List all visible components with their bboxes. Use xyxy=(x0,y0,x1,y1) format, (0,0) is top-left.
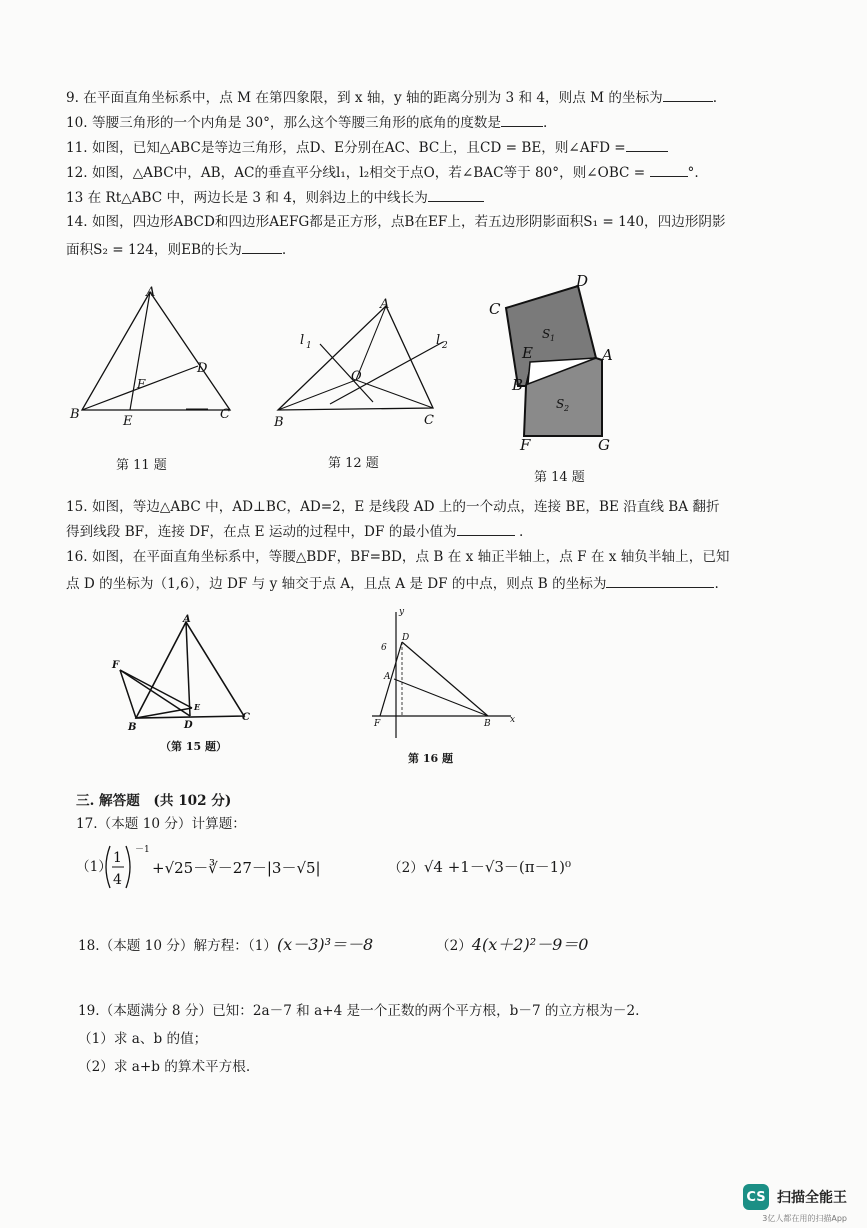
figure-15 xyxy=(110,612,260,742)
label-F: F xyxy=(374,719,381,729)
label-C: C xyxy=(220,407,230,422)
label-D: D xyxy=(197,361,208,376)
label-S1: S xyxy=(542,327,551,341)
section-heading: 三. 解答题 (共 102 分) xyxy=(76,793,232,809)
label-B: B xyxy=(70,407,80,422)
question-19-2: （2）求 a+b 的算术平方根. xyxy=(78,1059,251,1075)
label-S2-sub: 2 xyxy=(564,404,570,413)
caption-fig14: 第 14 题 xyxy=(534,470,585,485)
label-A: A xyxy=(146,285,156,300)
label-F: F xyxy=(112,660,120,671)
figure-14 xyxy=(484,268,624,458)
answer-blank xyxy=(663,88,713,102)
label-A: A xyxy=(380,297,390,312)
question-16-cont: 点 D 的坐标为（1,6），边 DF 与 y 轴交于点 A，且点 A 是 DF 的中点，则点 B 的坐标为 . xyxy=(66,576,719,592)
label-B: B xyxy=(484,719,491,729)
label-E: E xyxy=(522,344,533,362)
label-A: A xyxy=(602,346,613,364)
question-18: 18.（本题 10 分）解方程：（1）(x－3)³＝－8 xyxy=(78,935,374,954)
label-O: O xyxy=(351,369,362,384)
question-10: 10. 等腰三角形的一个内角是 30°，那么这个等腰三角形的底角的度数是 . xyxy=(66,115,548,131)
label-D: D xyxy=(576,272,589,290)
label-S2: S xyxy=(556,397,565,411)
figure-12 xyxy=(268,292,458,432)
label-F: F xyxy=(520,436,531,454)
question-15: 15. 如图，等边△ABC 中，AD⊥BC，AD=2，E 是线段 AD 上的一个动点，连接 BE，BE 沿直线 BA 翻折 xyxy=(66,499,720,515)
label-x: x xyxy=(510,715,516,725)
label-l2: l xyxy=(436,333,441,348)
q17-1-expression xyxy=(102,842,332,892)
question-14-cont: 面积S₂ = 124，则EB的长为 . xyxy=(66,242,287,258)
scanner-watermark xyxy=(743,1184,847,1210)
label-E: E xyxy=(123,414,133,429)
label-B: B xyxy=(274,415,284,430)
scanner-subtitle: 3亿人都在用的扫描App xyxy=(762,1214,847,1223)
label-y: y xyxy=(399,607,405,617)
label-D: D xyxy=(184,720,193,731)
question-16: 16. 如图，在平面直角坐标系中，等腰△BDF，BF=BD，点 B 在 x 轴正半轴上，点 F 在 x 轴负半轴上，已知 xyxy=(66,549,730,565)
label-E: E xyxy=(194,702,201,712)
label-A: A xyxy=(384,672,391,682)
caption-fig11: 第 11 题 xyxy=(116,458,167,473)
scanner-title: 扫描全能王 xyxy=(777,1190,847,1206)
label-G: G xyxy=(598,436,610,454)
label-l1: l xyxy=(300,333,305,348)
question-17: 17.（本题 10 分）计算题： xyxy=(76,816,246,832)
question-15-cont: 得到线段 BF，连接 DF，在点 E 运动的过程中，DF 的最小值为 . xyxy=(66,524,524,540)
answer-blank xyxy=(606,574,714,588)
caption-fig12: 第 12 题 xyxy=(328,456,379,471)
label-D: D xyxy=(402,633,410,643)
question-19-1: （1）求 a、b 的值； xyxy=(78,1031,208,1047)
svg-text:1: 1 xyxy=(113,850,122,866)
question-12: 12. 如图，△ABC中，AB，AC的垂直平分线l₁，l₂相交于点O，若∠BAC等于 80°，则∠OBC = °. xyxy=(66,165,699,181)
answer-blank xyxy=(428,188,484,202)
label-B: B xyxy=(512,376,524,394)
caption-fig16: 第 16 题 xyxy=(408,752,453,765)
label-B: B xyxy=(128,722,137,733)
question-18-2: （2）4(x＋2)²－9＝0 xyxy=(436,935,589,954)
svg-text:4: 4 xyxy=(113,872,122,888)
question-13: 13 在 Rt△ABC 中，两边长是 3 和 4，则斜边上的中线长为 xyxy=(66,188,484,207)
svg-text:－1: －1 xyxy=(135,845,150,855)
answer-blank xyxy=(650,163,688,177)
caption-fig15: （第 15 题） xyxy=(160,740,227,753)
figure-16 xyxy=(366,606,526,746)
figure-11 xyxy=(68,282,238,432)
scanner-logo-icon: CS xyxy=(743,1184,769,1210)
label-C: C xyxy=(242,712,250,723)
label-l2-sub: 2 xyxy=(442,341,448,351)
label-F: F xyxy=(137,377,146,391)
label-six: 6 xyxy=(381,643,387,653)
answer-blank xyxy=(242,240,282,254)
label-l1-sub: 1 xyxy=(306,341,312,351)
question-19: 19.（本题满分 8 分）已知：2a－7 和 a+4 是一个正数的两个平方根，b－7 的立方根为－2. xyxy=(78,1003,640,1019)
question-14: 14. 如图，四边形ABCD和四边形AEFG都是正方形，点B在EF上，若五边形阴影面积S₁ = 140，四边形阴影 xyxy=(66,214,726,230)
label-A: A xyxy=(183,614,191,625)
answer-blank xyxy=(501,113,543,127)
answer-blank xyxy=(626,138,668,152)
question-17-2: （2）√4 +1－√3－(π－1)⁰ xyxy=(388,858,572,876)
label-C: C xyxy=(424,413,434,428)
label-C: C xyxy=(489,300,501,318)
svg-text:+√25－∛－27－|3－√5|: +√25－∛－27－|3－√5| xyxy=(152,859,321,877)
label-S1-sub: 1 xyxy=(550,334,556,343)
answer-blank xyxy=(457,522,515,536)
question-11: 11. 如图，已知△ABC是等边三角形，点D、E分别在AC、BC上，且CD = BE，则∠AFD = xyxy=(66,138,668,157)
question-9: 9. 在平面直角坐标系中，点 M 在第四象限，到 x 轴，y 轴的距离分别为 3 和 4，则点 M 的坐标为 . xyxy=(66,90,718,106)
